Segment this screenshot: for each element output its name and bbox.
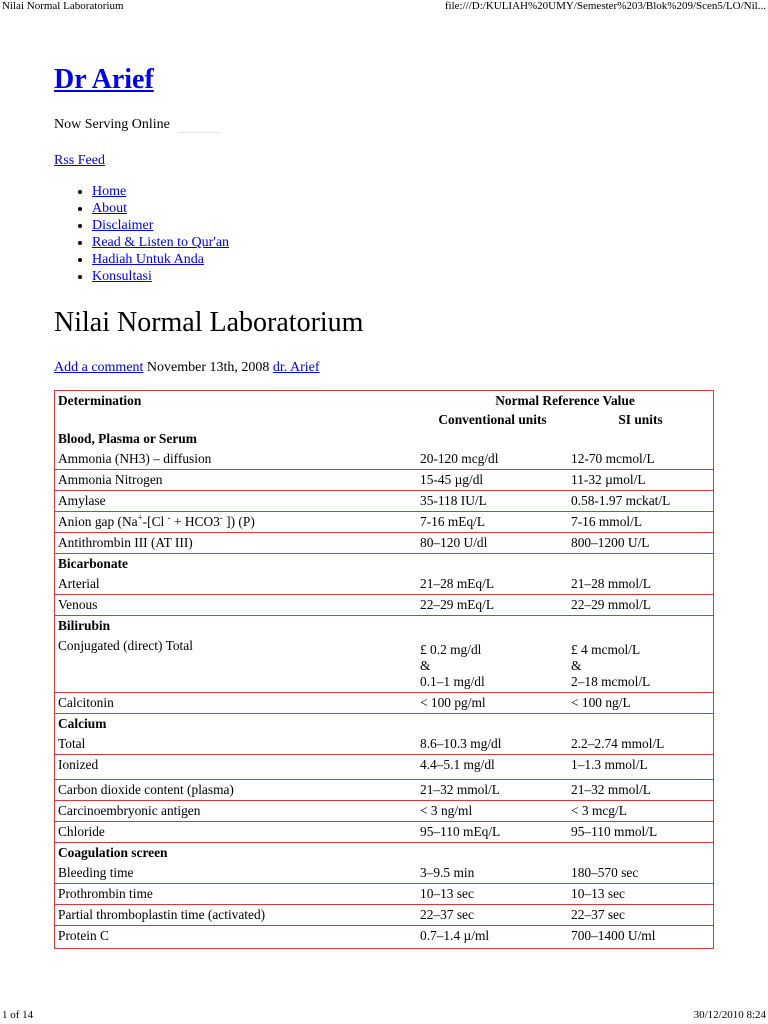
row-name: Bleeding time xyxy=(58,865,134,880)
row-name: Ammonia (NH3) – diffusion xyxy=(58,451,212,466)
row-conventional: £ 0.2 mg/dl & 0.1–1 mg/dl xyxy=(420,642,485,689)
row-name: Venous xyxy=(55,594,417,615)
row-name: Ionized xyxy=(55,754,417,779)
row-si: 0.58-1.97 mckat/L xyxy=(568,490,713,511)
row-si: £ 4 mcmol/L & 2–18 mcmol/L xyxy=(571,642,651,689)
post-date: November 13th, 2008 xyxy=(143,360,273,375)
table-row xyxy=(55,925,713,948)
nav-link-hadiah[interactable]: Hadiah Untuk Anda xyxy=(92,252,204,267)
nav-item-home xyxy=(92,183,229,200)
site-title xyxy=(54,62,154,98)
table-row xyxy=(55,574,713,594)
row-si: < 3 mcg/L xyxy=(568,800,713,821)
row-conventional: 95–110 mEq/L xyxy=(417,821,568,842)
row-si: 12-70 mcmol/L xyxy=(571,451,655,466)
table-row xyxy=(55,779,713,800)
row-conventional: 21–32 mmol/L xyxy=(417,779,568,800)
nav-link-about[interactable]: About xyxy=(92,201,127,216)
nav-link-disclaimer[interactable]: Disclaimer xyxy=(92,218,154,233)
row-si: 7-16 mmol/L xyxy=(568,511,713,532)
tagline-divider xyxy=(178,132,220,133)
row-name: Conjugated (direct) Total xyxy=(58,638,193,653)
author-link[interactable]: dr. Arief xyxy=(272,360,320,375)
row-conventional: 3–9.5 min xyxy=(420,865,475,880)
row-si: 2.2–2.74 mmol/L xyxy=(571,736,665,751)
row-conventional: 0.7–1.4 µ/ml xyxy=(417,925,568,948)
row-si: 11-32 µmol/L xyxy=(568,469,713,490)
table-row xyxy=(55,636,713,692)
row-si: 22–29 mmol/L xyxy=(568,594,713,615)
row-conventional: < 3 ng/ml xyxy=(417,800,568,821)
header-si-units: SI units xyxy=(618,412,663,427)
row-name: Arterial xyxy=(58,576,100,591)
table-row xyxy=(55,904,713,925)
group-label-calcium: Calcium xyxy=(55,713,713,734)
row-si: 1–1.3 mmol/L xyxy=(568,754,713,779)
row-name: Amylase xyxy=(55,490,417,511)
row-si: 22–37 sec xyxy=(568,904,713,925)
row-conventional: 80–120 U/dl xyxy=(417,532,568,553)
group-label-bicarbonate: Bicarbonate xyxy=(55,553,713,574)
nav-item-quran xyxy=(92,234,229,251)
group-row xyxy=(55,430,713,449)
row-conventional: 22–29 mEq/L xyxy=(417,594,568,615)
row-name: Prothrombin time xyxy=(55,883,417,904)
row-name: Chloride xyxy=(55,821,417,842)
nav-menu xyxy=(74,183,229,285)
header-determination: Determination xyxy=(58,393,142,408)
rss-feed-link[interactable]: Rss Feed xyxy=(54,153,105,168)
row-conventional: 8.6–10.3 mg/dl xyxy=(420,736,502,751)
row-name: Carbon dioxide content (plasma) xyxy=(55,779,417,800)
row-conventional: 35-118 IU/L xyxy=(417,490,568,511)
rss-feed xyxy=(54,152,105,170)
lab-values-table xyxy=(54,390,714,949)
row-conventional: 10–13 sec xyxy=(417,883,568,904)
row-name: Total xyxy=(58,736,86,751)
group-row xyxy=(55,615,713,636)
nav-link-konsultasi[interactable]: Konsultasi xyxy=(92,269,152,284)
nav-item-disclaimer xyxy=(92,217,229,234)
group-label-blood: Blood, Plasma or Serum xyxy=(58,431,197,446)
row-si: 21–28 mmol/L xyxy=(571,576,651,591)
table-row xyxy=(55,469,713,490)
page-title: Nilai Normal Laboratorium xyxy=(54,307,364,338)
post-meta xyxy=(54,359,320,377)
table-row xyxy=(55,532,713,553)
row-conventional: 7-16 mEq/L xyxy=(417,511,568,532)
group-label-coagulation: Coagulation screen xyxy=(55,842,713,863)
row-conventional: 15-45 µg/dl xyxy=(417,469,568,490)
row-si: < 100 ng/L xyxy=(568,692,713,713)
table-row xyxy=(55,490,713,511)
table-row xyxy=(55,734,713,754)
table-row xyxy=(55,800,713,821)
table-row xyxy=(55,511,713,532)
row-conventional: < 100 pg/ml xyxy=(417,692,568,713)
page-counter: 1 of 14 xyxy=(2,1009,34,1021)
row-conventional: 20-120 mcg/dl xyxy=(420,451,499,466)
print-footer xyxy=(0,1008,768,1024)
table-row xyxy=(55,754,713,779)
group-row xyxy=(55,553,713,574)
table-row xyxy=(55,692,713,713)
nav-item-about xyxy=(92,200,229,217)
row-name-anion-gap: Anion gap (Na+-[Cl - + HCO3- ]) (P) xyxy=(55,511,417,532)
row-name: Antithrombin III (AT III) xyxy=(55,532,417,553)
header-normal-reference: Normal Reference Value xyxy=(495,393,635,408)
table-subheader-row xyxy=(55,411,713,430)
site-title-link[interactable]: Dr Arief xyxy=(54,64,154,95)
print-header-url: file:///D:/KULIAH%20UMY/Semester%203/Blok%209/Scen5/LO/Nil... xyxy=(444,0,766,12)
row-si: 21–32 mmol/L xyxy=(568,779,713,800)
nav-link-home[interactable]: Home xyxy=(92,184,127,199)
add-comment-link[interactable]: Add a comment xyxy=(54,360,144,375)
row-name: Ammonia Nitrogen xyxy=(55,469,417,490)
row-si: 800–1200 U/L xyxy=(568,532,713,553)
table-header-row xyxy=(55,391,713,411)
row-name: Protein C xyxy=(55,925,417,948)
row-conventional: 22–37 sec xyxy=(417,904,568,925)
row-si: 700–1400 U/ml xyxy=(568,925,713,948)
print-datetime: 30/12/2010 8:24 xyxy=(693,1009,766,1021)
row-name: Calcitonin xyxy=(55,692,417,713)
table-row xyxy=(55,883,713,904)
header-conventional-units: Conventional units xyxy=(438,412,547,427)
row-si: 180–570 sec xyxy=(571,865,639,880)
row-si: 10–13 sec xyxy=(568,883,713,904)
table-row xyxy=(55,863,713,883)
table-row xyxy=(55,449,713,469)
row-si: 95–110 mmol/L xyxy=(568,821,713,842)
nav-item-hadiah xyxy=(92,251,229,268)
row-name: Partial thromboplastin time (activated) xyxy=(55,904,417,925)
row-conventional: 21–28 mEq/L xyxy=(420,576,495,591)
row-name: Carcinoembryonic antigen xyxy=(55,800,417,821)
print-header xyxy=(0,0,768,14)
row-conventional: 4.4–5.1 mg/dl xyxy=(417,754,568,779)
table-row xyxy=(55,821,713,842)
group-row xyxy=(55,842,713,863)
group-row xyxy=(55,713,713,734)
nav-item-konsultasi xyxy=(92,268,229,285)
nav-link-quran[interactable]: Read & Listen to Qur'an xyxy=(92,235,230,250)
site-tagline: Now Serving Online xyxy=(54,117,170,132)
group-label-bilirubin: Bilirubin xyxy=(55,615,713,636)
print-header-title: Nilai Normal Laboratorium xyxy=(2,0,124,12)
table-row xyxy=(55,594,713,615)
